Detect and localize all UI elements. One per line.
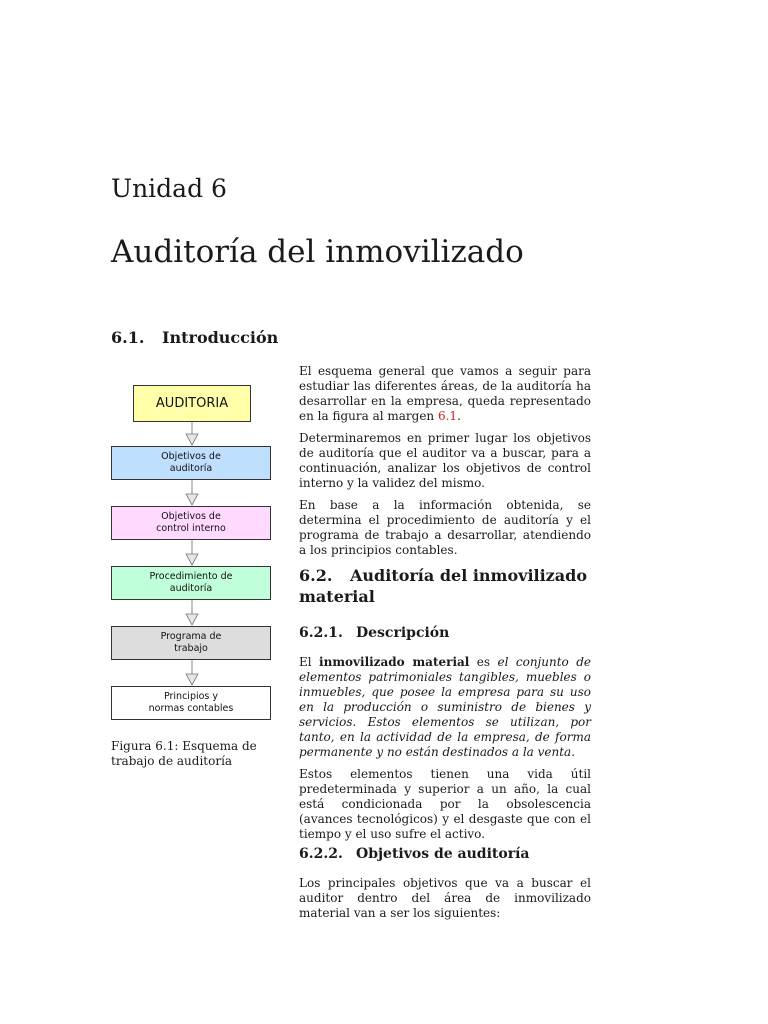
paragraph: Los principales objetivos que va a buscar el auditor dentro del área de inmovilizado material van a ser los siguientes: bbox=[299, 876, 591, 920]
paragraph-text: El bbox=[299, 655, 320, 669]
box-line: auditoría bbox=[169, 463, 213, 474]
paragraph bbox=[299, 655, 591, 760]
paragraph-text: es bbox=[469, 655, 498, 669]
box-line: Programa de bbox=[160, 631, 222, 642]
italic-definition: el conjunto de elementos patrimoniales tangibles, muebles o inmuebles, que posee la empresa para su uso en la producción o suministro de bienes y servicios. Estos elementos se utilizan, por tanto, en la actividad de la empresa, de forma permanente y no están destinados a la venta. bbox=[299, 655, 592, 759]
paragraph: En base a la información obtenida, se determina el procedimiento de auditoría y el programa de trabajo a desarrollar, atendiendo a los principios contables. bbox=[299, 498, 591, 557]
paragraph-text: . bbox=[457, 409, 461, 423]
figure-ref-link[interactable]: 6.1 bbox=[437, 409, 458, 423]
section-number: 6.2. bbox=[299, 566, 333, 585]
subsection-number: 6.2.1. bbox=[299, 625, 343, 641]
audit-workflow-figure bbox=[111, 385, 273, 725]
box-line: Objetivos de bbox=[161, 451, 221, 462]
box-procedimiento-auditoria bbox=[111, 566, 271, 600]
paragraph: Estos elementos tienen una vida útil predeterminada y superior a un año, la cual está condicionada por la obsolescencia (avances tecnológicos) y el desgaste que con el tiempo y el uso sufre el activo. bbox=[299, 767, 591, 841]
paragraph-text: El esquema general que vamos a seguir para estudiar las diferentes áreas, de la auditoría ha desarrollar en la empresa, queda representado en la figura al margen bbox=[299, 364, 591, 423]
section-title: Auditoría del inmovilizado material bbox=[299, 566, 587, 606]
objectives-text bbox=[299, 876, 591, 928]
section-heading-introduccion bbox=[111, 328, 278, 347]
subsection-number: 6.2.2. bbox=[299, 846, 343, 862]
arrow-down-icon bbox=[184, 600, 200, 626]
unit-label: Unidad 6 bbox=[111, 174, 227, 203]
section-number: 6.1. bbox=[111, 328, 145, 347]
arrow-down-icon bbox=[184, 480, 200, 506]
box-objetivos-control-interno bbox=[111, 506, 271, 540]
subsection-heading-objetivos bbox=[299, 846, 529, 862]
box-auditoria: AUDITORIA bbox=[133, 385, 251, 422]
box-line: trabajo bbox=[174, 643, 208, 654]
chapter-title: Auditoría del inmovilizado bbox=[111, 234, 524, 270]
box-programa-trabajo bbox=[111, 626, 271, 660]
box-line: Procedimiento de bbox=[149, 571, 233, 582]
subsection-title: Descripción bbox=[356, 625, 450, 641]
arrow-down-icon bbox=[184, 540, 200, 566]
paragraph bbox=[299, 364, 591, 424]
figure-caption: Figura 6.1: Esquema de trabajo de auditoría bbox=[111, 739, 257, 768]
box-line: control interno bbox=[156, 523, 226, 534]
box-line: auditoría bbox=[169, 583, 213, 594]
box-line: Objetivos de bbox=[161, 511, 221, 522]
subsection-title: Objetivos de auditoría bbox=[356, 846, 530, 862]
box-principios-normas bbox=[111, 686, 271, 720]
box-line: normas contables bbox=[148, 703, 234, 714]
description-text bbox=[299, 655, 591, 849]
arrow-down-icon bbox=[184, 422, 200, 446]
subsection-heading-descripcion bbox=[299, 625, 449, 641]
section-heading-inmovilizado-material bbox=[299, 565, 599, 607]
bold-term: inmovilizado material bbox=[319, 655, 470, 669]
box-objetivos-auditoria bbox=[111, 446, 271, 480]
arrow-down-icon bbox=[184, 660, 200, 686]
box-line: Principios y bbox=[163, 691, 219, 702]
intro-text bbox=[299, 364, 591, 565]
paragraph: Determinaremos en primer lugar los objetivos de auditoría que el auditor va a buscar, para a continuación, analizar los objetivos de control interno y la validez del mismo. bbox=[299, 431, 591, 490]
section-title: Introducción bbox=[162, 328, 279, 347]
